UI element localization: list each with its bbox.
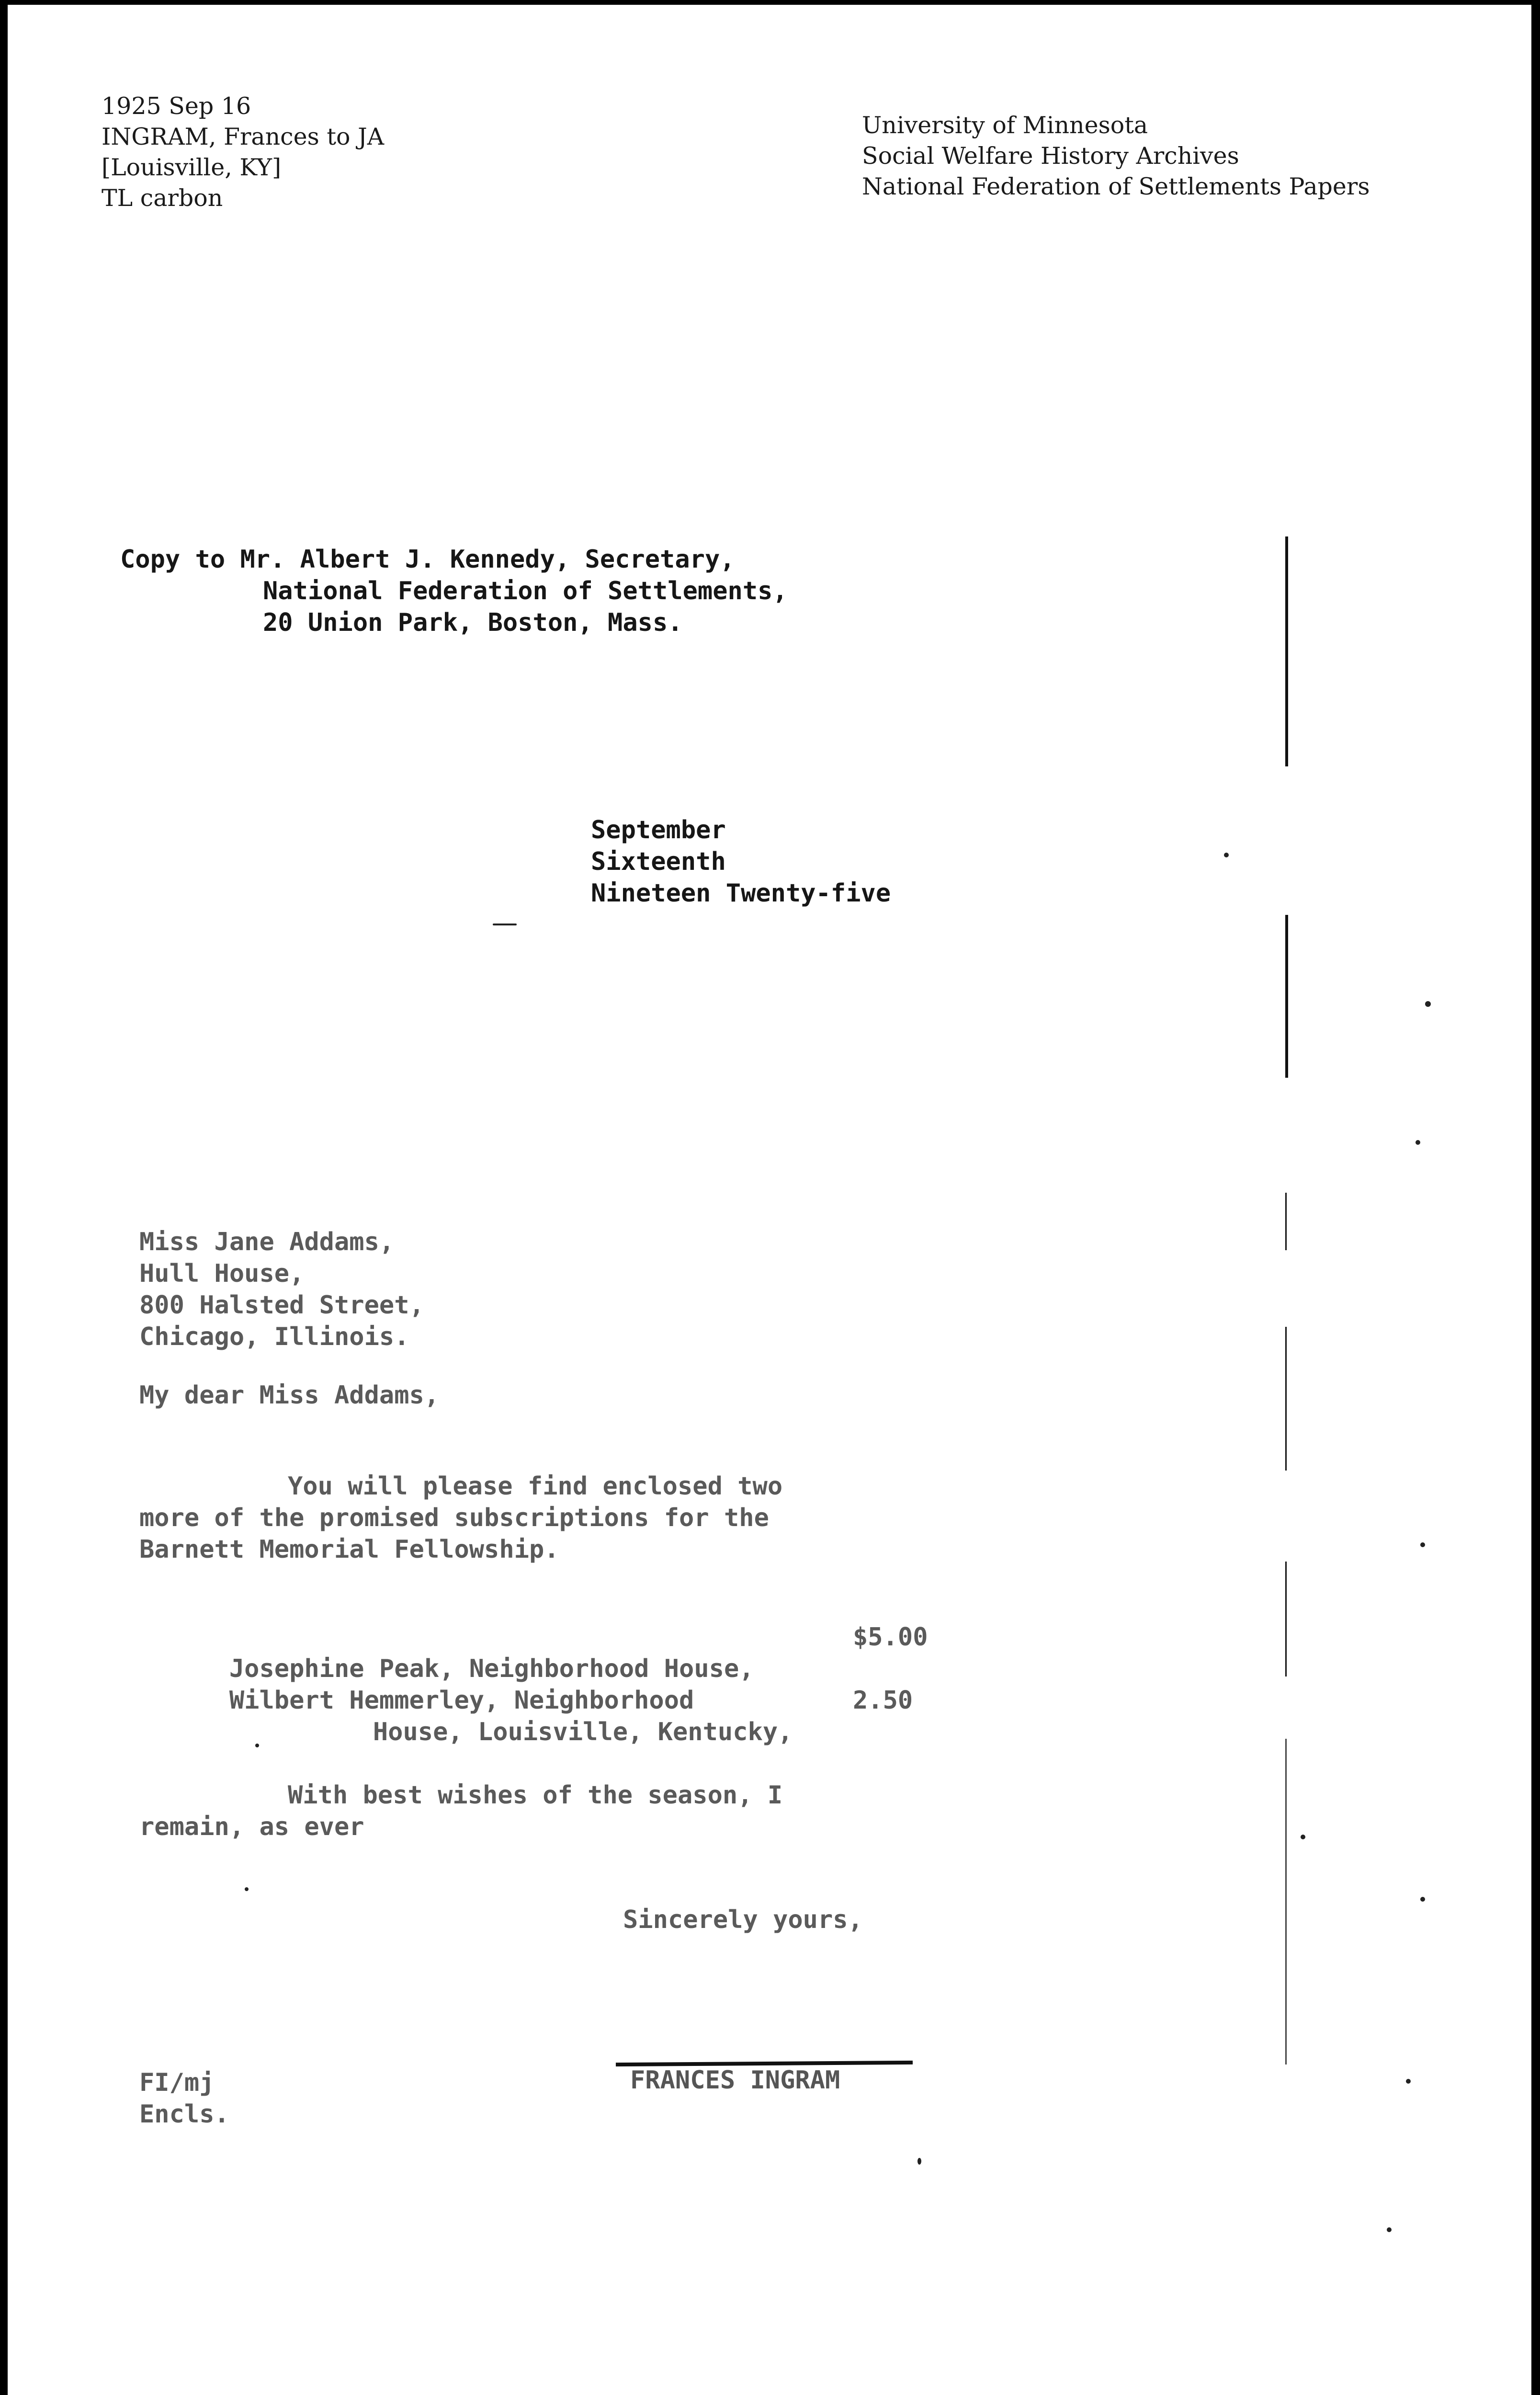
speck <box>1415 1140 1420 1145</box>
subscription-amount: $5.00 <box>853 1623 928 1652</box>
speck <box>1224 853 1229 857</box>
speck <box>917 2158 921 2165</box>
salutation <box>139 1380 439 1411</box>
complimentary-close-text: Sincerely yours, <box>623 1905 863 1934</box>
speck <box>1406 2079 1411 2084</box>
address-line: Hull House, <box>139 1259 305 1288</box>
margin-rule <box>1285 1327 1287 1471</box>
subscription-amount: 2.50 <box>853 1686 913 1715</box>
archive-institution: University of Minnesota <box>862 112 1148 139</box>
subscriber-address: House, Louisville, Kentucky, <box>373 1718 793 1746</box>
enclosures-note: Encls. <box>139 2100 229 2129</box>
catalog-place: [Louisville, KY] <box>102 154 282 181</box>
speck <box>1420 1897 1425 1902</box>
speck <box>1420 1542 1425 1547</box>
body-line: You will please find enclosed two <box>288 1472 783 1501</box>
speck <box>255 1744 259 1747</box>
address-line: Chicago, Illinois. <box>139 1323 409 1351</box>
catalog-date: 1925 Sep 16 <box>102 92 251 120</box>
margin-rule <box>1285 1193 1287 1250</box>
address-line: 800 Halsted Street, <box>139 1291 424 1320</box>
address-line: Miss Jane Addams, <box>139 1228 395 1256</box>
signature-text: FRANCES INGRAM <box>630 2066 840 2095</box>
catalog-correspondents: INGRAM, Frances to JA <box>102 123 385 150</box>
closing-line: With best wishes of the season, I <box>288 1781 783 1810</box>
copy-to-line: 20 Union Park, Boston, Mass. <box>263 608 683 637</box>
copy-to-line: National Federation of Settlements, <box>263 577 788 605</box>
copy-to-line: Copy to Mr. Albert J. Kennedy, Secretary, <box>120 545 735 574</box>
closing-paragraph <box>139 1779 782 1843</box>
archive-collection: Social Welfare History Archives <box>862 142 1239 170</box>
typist-initials: FI/mj <box>139 2068 215 2097</box>
speck <box>1387 2227 1392 2232</box>
body-line: Barnett Memorial Fellowship. <box>139 1535 559 1564</box>
margin-rule <box>1285 536 1288 766</box>
speck <box>493 924 517 925</box>
margin-rule <box>1285 915 1288 1078</box>
letter-body <box>139 1471 782 1565</box>
subscription-row <box>139 1653 793 1715</box>
date-month: September <box>591 816 726 844</box>
catalog-format: TL carbon <box>102 184 223 212</box>
date-year: Nineteen Twenty-five <box>591 879 891 908</box>
subscription-row <box>139 1621 928 1683</box>
recipient-address <box>139 1226 424 1353</box>
subscription-list <box>139 1621 928 1746</box>
catalog-note <box>102 91 384 214</box>
subscription-row-continued <box>139 1685 913 1746</box>
typed-signature <box>630 2064 840 2096</box>
speck <box>1301 1835 1305 1839</box>
reference-initials <box>139 2067 229 2130</box>
subscriber-name: Josephine Peak, Neighborhood House, <box>229 1654 754 1683</box>
margin-rule <box>1285 1562 1287 1676</box>
date-day: Sixteenth <box>591 847 726 876</box>
speck <box>1425 1001 1431 1007</box>
salutation-text: My dear Miss Addams, <box>139 1381 440 1410</box>
subscriber-name: Wilbert Hemmerley, Neighborhood <box>229 1686 694 1715</box>
letter-date <box>591 814 891 909</box>
archive-citation <box>862 110 1370 202</box>
complimentary-close <box>623 1904 863 1936</box>
closing-line: remain, as ever <box>139 1813 364 1841</box>
margin-rule <box>1285 1739 1287 2064</box>
body-line: more of the promised subscriptions for the <box>139 1504 769 1532</box>
document-page <box>8 5 1531 2395</box>
archive-papers: National Federation of Settlements Papers <box>862 173 1370 200</box>
speck <box>245 1887 249 1891</box>
copy-to-block <box>120 544 788 639</box>
